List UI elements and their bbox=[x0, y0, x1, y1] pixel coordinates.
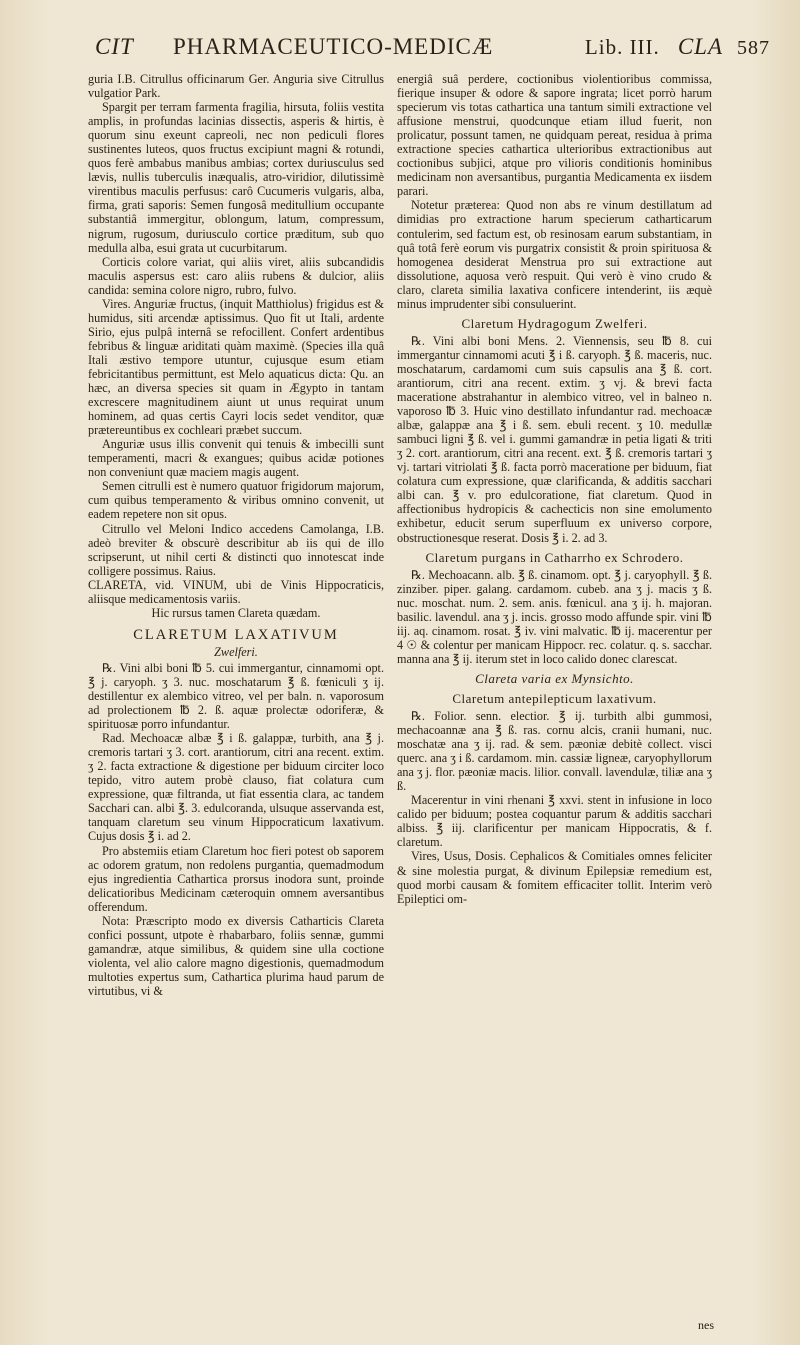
recipe-paragraph: Rad. Mechoacæ albæ ℥ i ß. galappæ, turbith, ana ℥ j. cremoris tartari ʒ 3. cort. arantiorum, citri ana recent. extim. ʒ 2. facta extractione & digestione per biduum circiter loco tepido, vitro autem probè clauso, fiat colatura cum expressione, quæ filtranda, ut fiat essentia clara, ac tandem Sacchari can. albi ℥. 3. edulcoranda, ulsuque asservanda est, tanquam claretum seu vinum Hippocraticum laxativum. Cujus dosis ℥ i. ad 2. bbox=[88, 731, 384, 844]
right-column bbox=[397, 72, 712, 906]
section-heading: Claretum purgans in Catharrho ex Schrodero. bbox=[425, 549, 684, 565]
header-class: CLA bbox=[677, 34, 723, 59]
recipe-paragraph: ℞. Folior. senn. electior. ℥ ij. turbith albi gummosi, mechacoannæ ana ℥ ß. ras. cornu alcis, cranii humani, nuc. moschatæ ana ʒ ij. rad. & sem. pæoniæ debitè collect. visci querc. ana ʒ i ß. cardamom. min. cassiæ ligneæ, caryophyllorum ana ʒ j. flor. pæoniæ macis. lilior. convall. lavendulæ, tiliæ ana ʒ ß. bbox=[397, 709, 712, 794]
text-paragraph: Vires, Usus, Dosis. Cephalicos & Comitiales omnes feliciter & sine molestia purgat, & divinum Epilepsiæ remedium est, quod morbi causam & fomitem efficaciter tollit. Interim verò Epileptici om- bbox=[397, 849, 712, 906]
text-paragraph: guria I.B. Citrullus officinarum Ger. Anguria sive Citrullus vulgatior Park. bbox=[88, 72, 384, 101]
text-paragraph: Vires. Anguriæ fructus, (inquit Matthiolus) frigidus est & humidus, siti arcendæ aptissimus. Quo fit ut Itali, ardente Sirio, ejus pulpâ internâ se refocillent. Confert ardentibus febribus & linguæ ariditati quàm maximè. (Species illa quâ Itali æstivo tempore utuntur, cujusque esum etiam febricitantibus permittunt, est Melo aquaticus dicta: Qu. an hæc, an diversa species sit quam in Ægypto in tantam excrescere magnitudinem aiunt ut unus requirat unum hominem, ad quas certis Cayri locis sedet venditor, quæ prætereuntibus ex cochleari præbet succum. bbox=[88, 296, 384, 438]
header-book: Lib. III. bbox=[584, 35, 660, 59]
text-paragraph: Anguriæ usus illis convenit qui tenuis & imbecilli sunt temperamenti, macri & exangues; quibus acidæ potiones non conveniunt quæ maciem magis augent. bbox=[88, 437, 384, 480]
running-header bbox=[95, 34, 770, 68]
page-number: 587 bbox=[737, 37, 770, 59]
header-title: PHARMACEUTICO-MEDICÆ bbox=[173, 34, 494, 59]
text-paragraph: Corticis colore variat, qui aliis viret, aliis subcandidis maculis aspersus est: caro aliis rubens & dulcior, aliis candida: semina colore nigro, rubro, fulvo. bbox=[88, 254, 384, 297]
text-paragraph: CLARETA, vid. VINUM, ubi de Vinis Hippocraticis, aliisque medicamentosis variis. bbox=[88, 577, 384, 606]
text-paragraph: energiâ suâ perdere, coctionibus violentioribus commissa, fierique insuper & odore & sapore ingrata; licet porrò harum specierum vis totas cathartica una tantum simili extractione vel affusione menstrui, quodcunque etiam illud fuerit, non prolicatur, possunt tamen, ne quidquam pereat, residua à prima extractione species cathartica ulterioribus extractionibus aut coctionibus subjici, atque pro vilioris conditionis hominibus medicinam non aversantibus, purgantia Medicamenta ex iisdem parari. bbox=[397, 72, 712, 199]
text-paragraph: Nota: Præscripto modo ex diversis Catharticis Clareta confici possunt, utpote è rhabarbaro, foliis sennæ, gummi gamandræ, atque similibus, & quidem sine ulla coctione violenta, vel alio calore magno digestionis, quemadmodum multoties expertus sum, Cathartica plurima haud parum de virtutibus, vi & bbox=[88, 913, 384, 998]
text-paragraph: Notetur præterea: Quod non abs re vinum destillatum ad dimidias pro extractione harum specierum catharticarum contulerim, sed factum est, ob resinosam earum substantiam, in quâ totâ ferè eorum vis purgatrix consistit & proin spirituosa & homogenea desiderat Menstrua pro sui extractione aut dissolutione, aquosa verò respuit. Qui verò è vino crudo & claro, clareta similia laxativa conficere intenderint, iis æquè minus imprudenter sibi consuluerint. bbox=[397, 198, 712, 311]
text-paragraph: Spargit per terram farmenta fragilia, hirsuta, foliis vestita amplis, in profundas lacinias dissectis, asperis & hirtis, è quorum sinu exeunt capreoli, nec non pediculi flores sustinentes luteos, quos fructus excipiunt magni & rotundi, quos ferè ambabus manibus ambias; cortex duriusculus sed lævis, nullis tuberculis inæqualis, atro-viridior, dilutissimè virentibus maculis perfusus: carô Cucumeris vulgaris, alba, firma, grati saporis: Semen fungosâ meditullium occupante substantiâ immergitur, oblongum, latum, compressum, nigrum, rugosum, duriusculo cortice præditum, sub quo medulla alba, esui grata ut cucurbitarum. bbox=[88, 100, 384, 255]
header-left-word: CIT bbox=[95, 34, 134, 59]
centered-line: Hic rursus tamen Clareta quædam. bbox=[151, 605, 321, 620]
section-heading: Claretum antepilepticum laxativum. bbox=[452, 690, 657, 706]
section-heading: Clareta varia ex Mynsichto. bbox=[475, 670, 634, 686]
text-paragraph: Macerentur in vini rhenani ℥ xxvi. stent in infusione in loco calido per biduum; postea coquantur parum & additis sacchari albiss. ℥ iij. clarificentur per manicam Hippocratis, & f. claretum. bbox=[397, 793, 712, 850]
text-paragraph: Semen citrulli est è numero quatuor frigidorum majorum, cum quibus temperamento & viribus omnino convenit, ut eadem repetere non sit opus. bbox=[88, 479, 384, 522]
recipe-paragraph: ℞. Vini albi boni Mens. 2. Viennensis, seu ℔ 8. cui immergantur cinnamomi acuti ℥ i ß. caryoph. ℥ ß. maceris, nuc. moschatarum, cardamomi cum suis capsulis ana ℥ ß. cort. arantiorum, citri ana recent. extim. ʒ vj. & brevi facta maceratione abstrahantur in alembico vitreo, vel in balneo n. vaporoso ℔ 3. Huic vino destillato infundantur rad. mechoacæ albæ, galappæ ana ℥ i ß. sem. ebuli recent. ʒ 10. medullæ sambuci ligni ℥ ß. vel i. gummi gamandræ in petia ligati & triti ʒ 2. cort. arantiorum, citri ana recent. ext. ℥ ß. cremoris tartari ʒ vj. tartari vitriolati ℥ ß. facta porrò maceratione per biduum, fiat colatura cum expressione, quæ clarificanda, & additis sacchari albi can. ℥ v. pro edulcoratione, fiat claretum. Quod in affectionibus hydropicis & cachecticis non sine emolumento exhibetur, educit serum superfluum ex universo corpore, obstructionesque reserat. Dosis ℥ i. 2. ad 3. bbox=[397, 333, 712, 545]
text-paragraph: Pro abstemiis etiam Claretum hoc fieri potest ob saporem ac odorem gratum, non redolens purgantia, quemadmodum ejus ingredientia Cathartica prorsus inodora sunt, proinde delicatioribus Medicinam cæteroquin omnem aversantibus offerendum. bbox=[88, 843, 384, 914]
left-column bbox=[88, 72, 384, 998]
section-heading: Claretum Hydragogum Zwelferi. bbox=[461, 315, 648, 331]
section-heading: CLARETUM LAXATIVUM bbox=[133, 626, 339, 643]
text-paragraph: Citrullo vel Meloni Indico accedens Camolanga, I.B. adeò breviter & obscurè describitur ab iis qui de illo scripserunt, ut nihil certi & distincti quo innotescat inde colligere possimus. Raius. bbox=[88, 521, 384, 578]
recipe-paragraph: ℞. Vini albi boni ℔ 5. cui immergantur, cinnamomi opt. ℥ j. caryoph. ʒ 3. nuc. moschatarum ℥ ß. fœniculi ʒ ij. destillentur ex alembico vitreo, vel per baln. n. vaporosum ad prolectionem ℔ 2. ß. aquæ prolectæ odoriferæ, & spirituosæ porro infundantur. bbox=[88, 660, 384, 732]
section-subheading: Zwelferi. bbox=[214, 644, 258, 659]
catchword: nes bbox=[698, 1318, 714, 1332]
recipe-paragraph: ℞. Mechoacann. alb. ℥ ß. cinamom. opt. ℥ j. caryophyll. ℥ ß. zinziber. piper. galang. cardamom. cubeb. ana ʒ j. macis ʒ ß. nuc. moschat. num. 2. sem. anis. fœnicul. ana ʒ ij. h. majoran. basilic. lavendul. ana ʒ j. incis. grosso modo affunde spir. vini ℔ iij. aq. cinamom. rosat. ℥ iv. vini malvatic. ℔ ij. macerentur per 4 ☉ & colentur per manicam Hippocr. rec. colatur. q. s. sacchar. manna ana ℥ ij. iterum stet in loco calido donec clarescat. bbox=[397, 567, 712, 666]
